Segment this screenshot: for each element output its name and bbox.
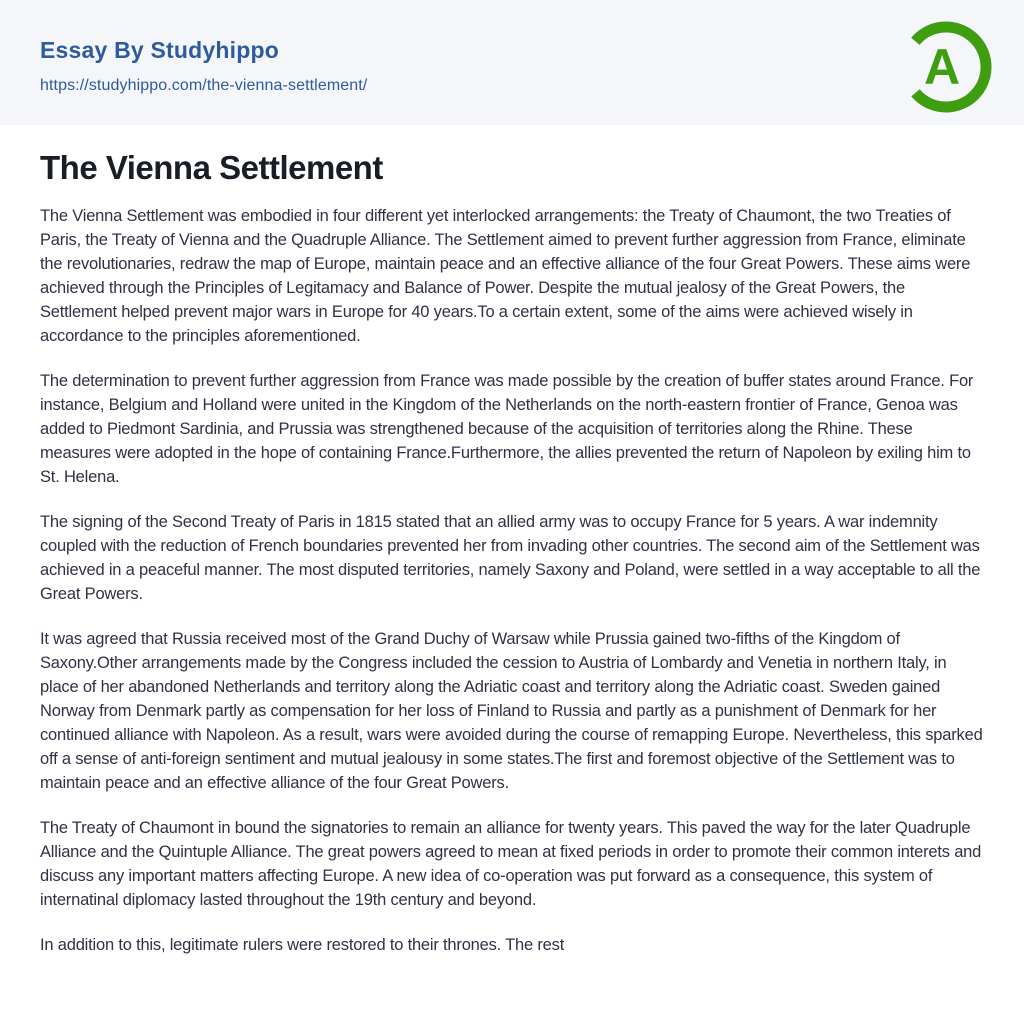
essay-paragraph: The Treaty of Chaumont in bound the signatories to remain an alliance for twenty years. This paved the way for the later Quadruple Alliance and the Quintuple Alliance. The great powers agreed to mean at fixed periods in order to promote their common interets and discuss any important matters affecting Europe. A new idea of co-operation was put forward as a consequence, this system of internatinal diplomacy lasted throughout the 19th century and beyond. — [40, 819, 982, 909]
header-text-block — [40, 37, 367, 95]
source-url-link[interactable]: https://studyhippo.com/the-vienna-settlement/ — [40, 76, 368, 94]
essay-content — [0, 125, 1024, 957]
essay-paragraph: It was agreed that Russia received most of the Grand Duchy of Warsaw while Prussia gained two-fifths of the Kingdom of Saxony.Other arrangements made by the Congress included the cession to Austria of Lombardy and Venetia in northern Italy, in place of her abandoned Netherlands and territory along the Adriatic coast and territory along the Adriatic coast. Sweden gained Norway from Denmark partly as compensation for her loss of Finland to Russia and partly as a punishment of Denmark for her continued alliance with Napoleon. As a result, wars were avoided during the course of remapping Europe. Nevertheless, this sparked off a sense of anti-foreign sentiment and mutual jealousy in some states.The first and foremost objective of the Settlement was to maintain peace and an effective alliance of the four Great Powers. — [40, 630, 983, 792]
essay-paragraph: The signing of the Second Treaty of Paris in 1815 stated that an allied army was to occupy France for 5 years. A war indemnity coupled with the reduction of French boundaries prevented her from invading other countries. The second aim of the Settlement was achieved in a peaceful manner. The most disputed territories, namely Saxony and Poland, were settled in a way acceptable to all the Great Powers. — [40, 513, 981, 603]
essay-body — [40, 204, 986, 957]
essay-paragraph: In addition to this, legitimate rulers were restored to their thrones. The rest — [40, 936, 565, 954]
page-header — [0, 0, 1024, 125]
site-title: Essay By Studyhippo — [40, 36, 279, 63]
essay-paragraph: The determination to prevent further aggression from France was made possible by the creation of buffer states around France. For instance, Belgium and Holland were united in the Kingdom of the Netherlands on the north-eastern frontier of France, Genoa was added to Piedmont Sardinia, and Prussia was strengthened because of the acquisition of territories along the Rhine. These measures were adopted in the hope of containing France.Furthermore, the allies prevented the return of Napoleon by exiling him to St. Helena. — [40, 372, 974, 486]
logo-arc-icon — [898, 19, 994, 115]
essay-paragraph: The Vienna Settlement was embodied in four different yet interlocked arrangements: the Treaty of Chaumont, the two Treaties of Paris, the Treaty of Vienna and the Quadruple Alliance. The Settlement aimed to prevent further aggression from France, eliminate the revolutionaries, redraw the map of Europe, maintain peace and an effective alliance of the four Great Powers. These aims were achieved through the Principles of Legitamacy and Balance of Power. Despite the mutual jealosy of the Great Powers, the Settlement helped prevent major wars in Europe for 40 years.To a certain extent, some of the aims were achieved wisely in accordance to the principles aforementioned. — [40, 207, 971, 345]
logo-letter: A — [923, 38, 961, 95]
studyhippo-logo-icon — [898, 19, 994, 115]
essay-title: The Vienna Settlement — [40, 149, 383, 186]
